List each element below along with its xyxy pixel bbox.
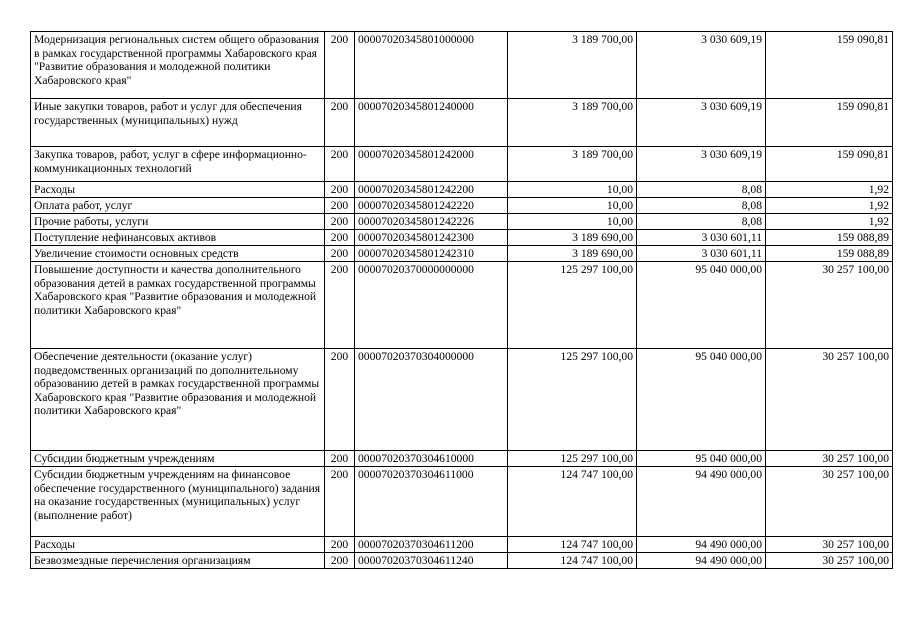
row-approved-cell: 3 189 690,00 <box>508 230 637 246</box>
row-code-cell: 200 <box>325 451 355 467</box>
row-unexecuted-cell: 1,92 <box>766 198 893 214</box>
table-row <box>31 246 893 262</box>
row-name-cell: Закупка товаров, работ, услуг в сфере информационно-коммуникационных технологий <box>31 147 325 182</box>
row-approved-cell: 3 189 700,00 <box>508 99 637 147</box>
row-executed-cell: 8,08 <box>637 198 766 214</box>
row-name-cell: Субсидии бюджетным учреждениям <box>31 451 325 467</box>
row-code-cell: 200 <box>325 553 355 569</box>
table-row <box>31 230 893 246</box>
row-executed-cell: 3 030 609,19 <box>637 99 766 147</box>
row-code-cell: 200 <box>325 32 355 99</box>
table-row <box>31 32 893 99</box>
row-approved-cell: 125 297 100,00 <box>508 262 637 349</box>
row-executed-cell: 3 030 601,11 <box>637 230 766 246</box>
row-code-cell: 200 <box>325 537 355 553</box>
row-executed-cell: 3 030 601,11 <box>637 246 766 262</box>
row-kbk-cell: 00007020370304610000 <box>355 451 508 467</box>
table-row <box>31 214 893 230</box>
row-unexecuted-cell: 30 257 100,00 <box>766 537 893 553</box>
row-kbk-cell: 00007020345801242220 <box>355 198 508 214</box>
row-kbk-cell: 00007020345801000000 <box>355 32 508 99</box>
row-kbk-cell: 00007020345801242200 <box>355 182 508 198</box>
row-approved-cell: 3 189 690,00 <box>508 246 637 262</box>
row-executed-cell: 3 030 609,19 <box>637 32 766 99</box>
row-code-cell: 200 <box>325 99 355 147</box>
row-executed-cell: 94 490 000,00 <box>637 553 766 569</box>
row-approved-cell: 10,00 <box>508 214 637 230</box>
row-name-cell: Прочие работы, услуги <box>31 214 325 230</box>
row-kbk-cell: 00007020370304611000 <box>355 467 508 537</box>
row-unexecuted-cell: 159 088,89 <box>766 230 893 246</box>
row-name-cell: Поступление нефинансовых активов <box>31 230 325 246</box>
row-code-cell: 200 <box>325 182 355 198</box>
row-approved-cell: 3 189 700,00 <box>508 147 637 182</box>
row-name-cell: Субсидии бюджетным учреждениям на финансовое обеспечение государственного (муниципального) задания на оказание государственных (муниципальных) услуг (выполнение работ) <box>31 467 325 537</box>
row-unexecuted-cell: 1,92 <box>766 214 893 230</box>
table-row <box>31 467 893 537</box>
row-code-cell: 200 <box>325 214 355 230</box>
row-code-cell: 200 <box>325 147 355 182</box>
row-executed-cell: 8,08 <box>637 214 766 230</box>
row-executed-cell: 95 040 000,00 <box>637 349 766 451</box>
row-approved-cell: 124 747 100,00 <box>508 467 637 537</box>
table-body <box>31 32 893 569</box>
row-executed-cell: 94 490 000,00 <box>637 537 766 553</box>
row-approved-cell: 10,00 <box>508 182 637 198</box>
table-row <box>31 198 893 214</box>
row-unexecuted-cell: 159 088,89 <box>766 246 893 262</box>
table-row <box>31 553 893 569</box>
row-code-cell: 200 <box>325 467 355 537</box>
row-unexecuted-cell: 159 090,81 <box>766 99 893 147</box>
row-name-cell: Увеличение стоимости основных средств <box>31 246 325 262</box>
row-kbk-cell: 00007020370304000000 <box>355 349 508 451</box>
row-approved-cell: 125 297 100,00 <box>508 451 637 467</box>
row-unexecuted-cell: 30 257 100,00 <box>766 349 893 451</box>
row-unexecuted-cell: 30 257 100,00 <box>766 467 893 537</box>
row-code-cell: 200 <box>325 262 355 349</box>
row-executed-cell: 95 040 000,00 <box>637 262 766 349</box>
row-unexecuted-cell: 30 257 100,00 <box>766 553 893 569</box>
row-kbk-cell: 00007020370000000000 <box>355 262 508 349</box>
row-name-cell: Иные закупки товаров, работ и услуг для обеспечения государственных (муниципальных) нужд <box>31 99 325 147</box>
row-approved-cell: 3 189 700,00 <box>508 32 637 99</box>
row-unexecuted-cell: 159 090,81 <box>766 32 893 99</box>
row-unexecuted-cell: 1,92 <box>766 182 893 198</box>
row-kbk-cell: 00007020345801242226 <box>355 214 508 230</box>
row-name-cell: Оплата работ, услуг <box>31 198 325 214</box>
row-approved-cell: 124 747 100,00 <box>508 537 637 553</box>
table-row <box>31 99 893 147</box>
row-unexecuted-cell: 159 090,81 <box>766 147 893 182</box>
row-kbk-cell: 00007020345801242000 <box>355 147 508 182</box>
row-name-cell: Расходы <box>31 182 325 198</box>
row-executed-cell: 95 040 000,00 <box>637 451 766 467</box>
row-name-cell: Повышение доступности и качества дополнительного образования детей в рамках государственной программы Хабаровского края "Развитие образования и молодежной политики Хабаровского края" <box>31 262 325 349</box>
row-code-cell: 200 <box>325 198 355 214</box>
row-executed-cell: 8,08 <box>637 182 766 198</box>
row-approved-cell: 125 297 100,00 <box>508 349 637 451</box>
row-kbk-cell: 00007020345801242310 <box>355 246 508 262</box>
row-kbk-cell: 00007020345801242300 <box>355 230 508 246</box>
table-row <box>31 537 893 553</box>
row-kbk-cell: 00007020370304611240 <box>355 553 508 569</box>
table-row <box>31 451 893 467</box>
row-executed-cell: 94 490 000,00 <box>637 467 766 537</box>
row-code-cell: 200 <box>325 246 355 262</box>
row-approved-cell: 10,00 <box>508 198 637 214</box>
table-row <box>31 262 893 349</box>
row-unexecuted-cell: 30 257 100,00 <box>766 262 893 349</box>
row-name-cell: Обеспечение деятельности (оказание услуг) подведомственных организаций по дополнительному образованию детей в рамках государственной программы Хабаровского края "Развитие образования и молодежной политики Хабаровского края" <box>31 349 325 451</box>
row-kbk-cell: 00007020370304611200 <box>355 537 508 553</box>
budget-execution-table <box>30 31 893 569</box>
row-approved-cell: 124 747 100,00 <box>508 553 637 569</box>
row-name-cell: Безвозмездные перечисления организациям <box>31 553 325 569</box>
row-name-cell: Модернизация региональных систем общего образования в рамках государственной программы Хабаровского края "Развитие образования и молодежной политики Хабаровского края" <box>31 32 325 99</box>
table-row <box>31 182 893 198</box>
row-code-cell: 200 <box>325 230 355 246</box>
table-row <box>31 349 893 451</box>
row-unexecuted-cell: 30 257 100,00 <box>766 451 893 467</box>
row-name-cell: Расходы <box>31 537 325 553</box>
table-row <box>31 147 893 182</box>
row-kbk-cell: 00007020345801240000 <box>355 99 508 147</box>
row-executed-cell: 3 030 609,19 <box>637 147 766 182</box>
row-code-cell: 200 <box>325 349 355 451</box>
